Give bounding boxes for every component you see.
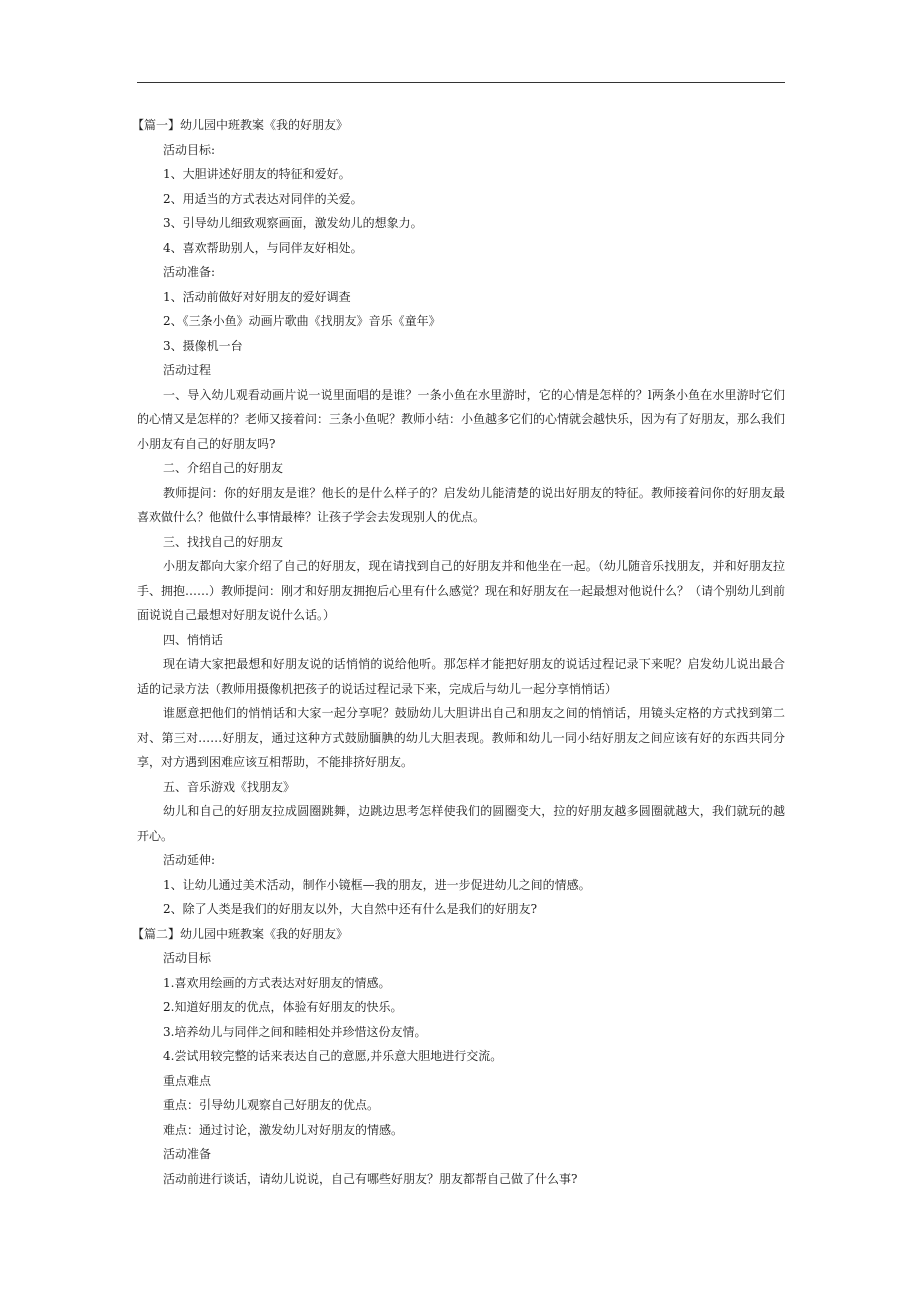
step1-paragraph: 一、导入幼儿观看动画片说一说里面唱的是谁？一条小鱼在水里游时，它的心情是怎样的？l两条小鱼在水里游时它们的心情又是怎样的？老师又接着问：三条小鱼呢？教师小结：小鱼越多它们的心情就会越快乐，因为有了好朋友，那么我们小朋友有自己的好朋友吗?	[137, 387, 786, 451]
part1-goals-heading: 活动目标:	[163, 142, 216, 157]
part2-key-point: 重点：引导幼儿观察自己好朋友的优点。	[163, 1098, 380, 1112]
part1-goal-item: 2、用适当的方式表达对同伴的关爱。	[163, 191, 363, 206]
part2-prep-heading: 活动准备	[163, 1147, 212, 1161]
part2-goal-item: 2.知道好朋友的优点，体验有好朋友的快乐。	[163, 1000, 403, 1014]
header-rule	[137, 82, 785, 83]
step5-paragraph: 幼儿和自己的好朋友拉成圆圈跳舞，边跳边思考怎样使我们的圆圈变大，拉的好朋友越多圆圈就越大，我们就玩的越开心。	[137, 804, 785, 843]
part1-ext-heading: 活动延伸:	[163, 853, 216, 867]
part1-prep-heading: 活动准备:	[163, 265, 216, 279]
part2-goal-item: 3.培养幼儿与同伴之间和睦相处并珍惜这份友情。	[163, 1024, 427, 1039]
part2-difficulty: 难点：通过讨论，激发幼儿对好朋友的情感。	[163, 1122, 404, 1137]
document-body	[132, 113, 786, 1191]
step4-paragraph-1: 现在请大家把最想和好朋友说的话悄悄的说给他听。那怎样才能把好朋友的说话过程记录下来呢？启发幼儿说出最合适的记录方法（教师用摄像机把孩子的说话过程记录下来，完成后与幼儿一起分享悄悄话）	[137, 657, 785, 696]
step3-paragraph: 小朋友都向大家介绍了自己的好朋友，现在请找到自己的好朋友并和他坐在一起。（幼儿随音乐找朋友，并和好朋友拉手、拥抱……）教师提问：刚才和好朋友拥抱后心里有什么感觉？现在和好朋友在一起最想对他说什么？（请个别幼儿到前面说说自己最想对好朋友说什么话。）	[137, 559, 786, 622]
step5-heading: 五、音乐游戏《找朋友》	[163, 779, 296, 794]
part1-prep-item: 1、活动前做好对好朋友的爱好调查	[163, 289, 351, 304]
step4-heading: 四、悄悄话	[163, 632, 224, 647]
step2-heading: 二、介绍自己的好朋友	[163, 461, 284, 475]
part2-goals-heading: 活动目标	[163, 951, 212, 965]
part2-key-heading: 重点难点	[163, 1073, 212, 1088]
part1-ext-item: 1、让幼儿通过美术活动，制作小镜框—我的朋友，进一步促进幼儿之间的情感。	[163, 877, 591, 892]
part1-prep-item: 3、摄像机一台	[163, 338, 243, 353]
part2-goal-item: 4.尝试用较完整的话来表达自己的意愿,并乐意大胆地进行交流。	[163, 1049, 503, 1063]
part1-prep-item: 2、《三条小鱼》动画片歌曲《找朋友》音乐《童年》	[163, 314, 441, 328]
part1-goal-item: 3、引导幼儿细致观察画面，激发幼儿的想象力。	[163, 216, 423, 230]
part1-goal-item: 1、大胆讲述好朋友的特征和爱好。	[163, 167, 351, 181]
step4-paragraph-2: 谁愿意把他们的悄悄话和大家一起分享呢？鼓励幼儿大胆讲出自己和朋友之间的悄悄话，用镜头定格的方式找到第二对、第三对……好朋友，通过这种方式鼓励腼腆的幼儿大胆表现。教师和幼儿一同小结好朋友之间应该有好的东西共同分享，对方遇到困难应该互相帮助，不能排挤好朋友。	[137, 706, 785, 769]
part2-prep-text: 活动前进行谈话，请幼儿说说，自己有哪些好朋友？朋友都帮自己做了什么事?	[163, 1171, 578, 1186]
part2-title: 【篇二】幼儿园中班教案《我的好朋友》	[132, 926, 349, 941]
step2-paragraph: 教师提问：你的好朋友是谁？他长的是什么样子的？启发幼儿能清楚的说出好朋友的特征。教师接着问你的好朋友最喜欢做什么？他做什么事情最棒？让孩子学会去发现别人的优点。	[137, 485, 785, 524]
part1-process-heading: 活动过程	[163, 363, 212, 377]
step3-heading: 三、找找自己的好朋友	[163, 534, 284, 549]
part2-goal-item: 1.喜欢用绘画的方式表达对好朋友的情感。	[163, 975, 391, 990]
part1-ext-item: 2、除了人类是我们的好朋友以外，大自然中还有什么是我们的好朋友?	[163, 902, 538, 916]
part1-goal-item: 4、喜欢帮助别人，与同伴友好相处。	[163, 240, 363, 255]
part1-title: 【篇一】幼儿园中班教案《我的好朋友》	[132, 118, 349, 132]
